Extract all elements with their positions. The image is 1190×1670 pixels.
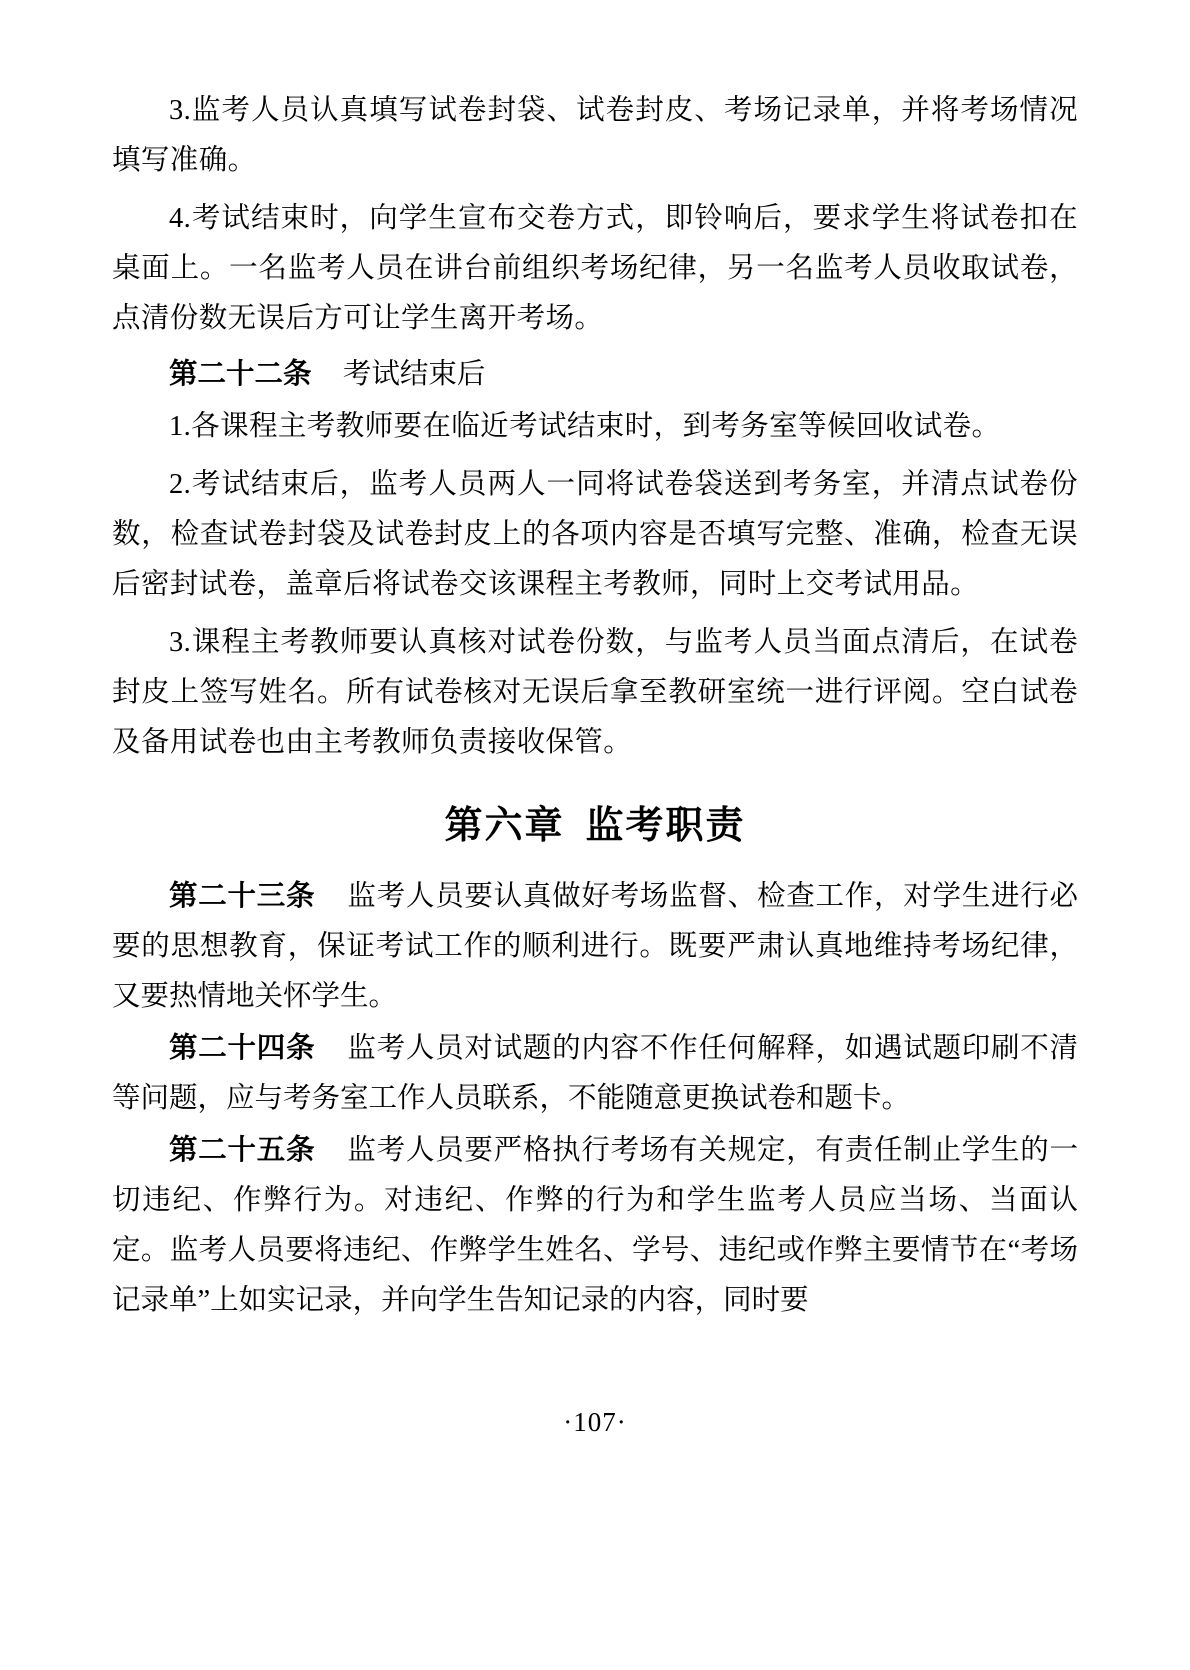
- page-number: ·107·: [563, 1407, 627, 1437]
- article-23-text: 监考人员要认真做好考场监督、检查工作，对学生进行必要的思想教育，保证考试工作的顺利进行。既要严肃认真地维持考场纪律，又要热情地关怀学生。: [112, 881, 1078, 1012]
- article-23: [112, 872, 1078, 1022]
- clause-22-item-2: 2.考试结束后，监考人员两人一同将试卷袋送到考务室，并清点试卷份数，检查试卷封袋及试卷封皮上的各项内容是否填写完整、准确，检查无误后密封试卷，盖章后将试卷交该课程主考教师，同时上交考试用品。: [112, 469, 1078, 600]
- paragraph-item-4: 4.考试结束时，向学生宣布交卷方式，即铃响后，要求学生将试卷扣在桌面上。一名监考人员在讲台前组织考场纪律，另一名监考人员收取试卷，点清份数无误后方可让学生离开考场。: [112, 203, 1078, 334]
- clause-22-item-1: 1.各课程主考教师要在临近考试结束时，到考务室等候回收试卷。: [169, 411, 1001, 442]
- article-24-text: 监考人员对试题的内容不作任何解释，如遇试题印刷不清等问题，应与考务室工作人员联系，不能随意更换试卷和题卡。: [112, 1033, 1078, 1114]
- article-24: [112, 1024, 1078, 1124]
- chapter-label: 第六章: [444, 805, 565, 847]
- clause-22-heading: [112, 350, 1078, 400]
- clause-22-title: 考试结束后: [342, 359, 486, 390]
- paragraph-item-3: 3.监考人员认真填写试卷封袋、试卷封皮、考场记录单，并将考场情况填写准确。: [112, 95, 1078, 176]
- article-25-text: 监考人员要严格执行考场有关规定，有责任制止学生的一切违纪、作弊行为。对违纪、作弊的行为和学生监考人员应当场、当面认定。监考人员要将违纪、作弊学生姓名、学号、违纪或作弊主要情节在“考场记录单”上如实记录，并向学生告知记录的内容，同时要: [112, 1135, 1078, 1316]
- article-25: [112, 1126, 1078, 1326]
- clause-22-item-3: 3.课程主考教师要认真核对试卷份数，与监考人员当面点清后，在试卷封皮上签写姓名。所有试卷核对无误后拿至教研室统一进行评阅。空白试卷及备用试卷也由主考教师负责接收保管。: [112, 627, 1078, 758]
- article-23-number: 第二十三条: [169, 881, 316, 912]
- article-25-number: 第二十五条: [169, 1135, 316, 1166]
- article-24-number: 第二十四条: [169, 1033, 316, 1064]
- chapter-title-text: 监考职责: [585, 805, 746, 847]
- clause-22-number: 第二十二条: [169, 359, 312, 390]
- chapter-heading: [112, 794, 1078, 858]
